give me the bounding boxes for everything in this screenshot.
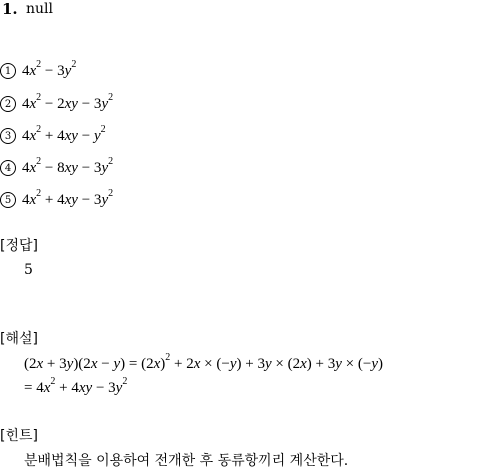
choice-marker-icon: 1 — [0, 63, 16, 79]
question-text: null — [26, 1, 53, 17]
choice-marker-icon: 5 — [0, 192, 16, 208]
choice-marker-icon: 4 — [0, 160, 16, 176]
question-number: 1. — [2, 0, 18, 18]
choice-1[interactable] — [0, 61, 76, 80]
choice-2[interactable] — [0, 94, 113, 113]
choice-3[interactable] — [0, 126, 106, 145]
choice-expression: $4x^2 - 3y^2$ — [22, 59, 77, 79]
choice-expression: $4x^2 + 4xy - y^2$ — [22, 124, 106, 144]
choice-expression: $4x^2 + 4xy - 3y^2$ — [22, 188, 114, 208]
hint-label: [힌트] — [0, 428, 38, 444]
answer-value: 5 — [24, 262, 33, 278]
choice-marker-icon: 2 — [0, 96, 16, 112]
choice-expression: $4x^2 - 8xy - 3y^2$ — [22, 156, 114, 176]
answer-label: [정답] — [0, 238, 38, 254]
explanation-line-1: $(2x + 3y)(2x - y) = (2x)^2 + 2x \times (-y) + 3y \times (2x) + 3y \times (-y)$ — [24, 352, 383, 372]
choice-4[interactable] — [0, 158, 113, 177]
explanation-label: [해설] — [0, 331, 38, 347]
hint-text: 분배법칙을 이용하여 전개한 후 동류항끼리 계산한다. — [24, 453, 349, 469]
choice-marker-icon: 3 — [0, 128, 16, 144]
choice-expression: $4x^2 - 2xy - 3y^2$ — [22, 92, 114, 112]
choice-5[interactable] — [0, 190, 113, 209]
explanation-line-2: = $4x^2 + 4xy - 3y^2$ — [24, 376, 128, 396]
